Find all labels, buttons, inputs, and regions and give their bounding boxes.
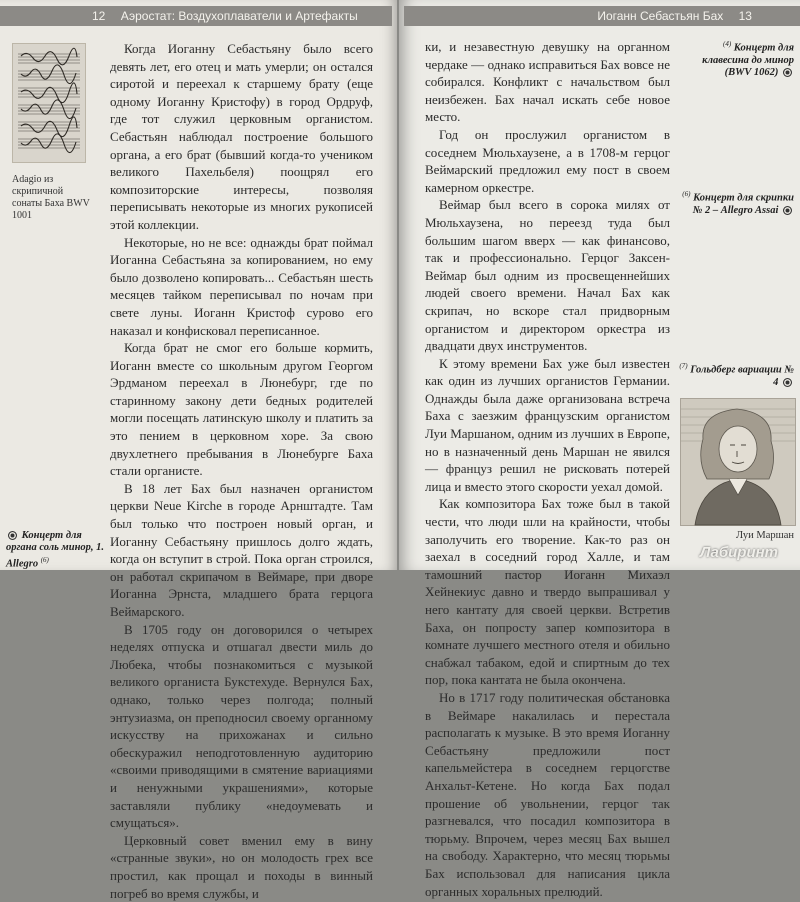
paragraph: Но в 1717 году политическая обстановка в Веймаре накалилась и перестала располагать к музыке. В это время Иоганну Себастьяну предложили пост капельмейстера в соседнем герцогстве Анхальт-Кетене. Но когда Бах подал прошение об увольнении, герцог так разгневался, что посадил композитора в тюрьму. Впрочем, через месяц Бах вышел на свободу. Характерно, что месяц тюрьмы Бах использовал для написания цикла органных хоральных прелюдий.: [425, 689, 670, 899]
paragraph: Церковный совет вменил ему в вину «странные звуки», но он молодость грех все простил, как прощал и походы в винный погреб во время службы, и: [110, 832, 373, 901]
paragraph: В 1705 году он договорился о четырех неделях отпуска и отшагал двести миль до Любека, чтобы познакомиться с музыкой великого органиста Букстехуде. Вернулся Бах, однако, только через полгода; полный энтузиазма, он преподносил своему органному искусству на прихожанах и сильно обескуражил неподготовленную аудиторию «своими приводящими в смятение вариациями и ненужными украшениями», которые заставляли публику «недоумевать и смущаться».: [110, 621, 373, 831]
audio-disc-icon: [783, 378, 792, 387]
portrait-caption: Луи Маршан: [736, 530, 794, 541]
left-body-text: [110, 40, 373, 902]
paragraph: Когда брат не смог его больше кормить, Иоганн вместе со школьным другом Георгом Эрдманом переехал в Люнебург, где по старинному закону дети бедных родителей могли посещать латинскую школу и платить за это пением в церковном хоре. За свою двухлетнего пребывания в Люнебурге Баха стали органисте.: [110, 340, 373, 479]
note-text: Гольдберг вариации № 4: [690, 364, 794, 388]
note-number: (4): [722, 40, 732, 48]
note-text: Концерт для органа соль минор, 1. Allegro: [6, 530, 105, 570]
paragraph: Когда Иоганну Себастьяну было всего девять лет, его отец и мать умерли; он остался сиротой и переехал к старшему брату (еще одному Иоганну Кристофу) в город Ордруф, где тот служил церковным органистом. Себастьян наблюдал построение большого органа, а его брат (бывший когда-то учеником великого Пахельбеля) поощрял его композиторские интересы, позволяя переписывать некоторые из многих рукописей этой коллекции.: [110, 41, 373, 232]
paragraph: Некоторые, но не все: однажды брат поймал Иоганна Себастьяна за копированием, но ему было дозволено копировать... Себастьян шесть месяцев тайком переписывал по ночам при свете луны. Иоганн Кристоф сурово его наказал и конфисковал переписанное.: [110, 234, 373, 338]
louis-marchand-portrait: [680, 398, 796, 526]
paragraph: Год он прослужил органистом в соседнем Мюльхаузене, а в 1708-м герцог Веймарский предложил ему пост в своем камерном оркестре.: [425, 126, 670, 195]
caption-line-2: сонаты Баха BWV 1001: [12, 198, 90, 221]
manuscript-staves-graphic: [13, 44, 85, 162]
paragraph: К этому времени Бах уже был известен как один из лучших органистов Германии. Однажды была даже организована встреча Баха с заезжим французским органистом Луи Маршаном, одним из лучших в Европе, но в назначенный день Маршан не явился — француз решил не рисковать потерей лица и вместо этого скорости уехал домой.: [425, 355, 670, 494]
marginal-note-right-2: [676, 188, 794, 217]
portrait-engraving-graphic: [681, 399, 795, 525]
left-header-title: Аэростат: Воздухоплаватели и Артефакты: [120, 9, 358, 23]
note-text: Концерт для скрипки № 2 – Allegro Assai: [692, 192, 794, 216]
paragraph: Как композитора Бах тоже был в такой чести, что люди шли на крайности, чтобы заполучить его творение. Как-то раз он заехал в соседний город Халле, и там тамошний пастор Иоганн Михаэл Хейнекиус давно и твердо выпрашивал у него кантату для своей церкви. Встретив Баха, он попросту запер композитора в комнате лучшего местного отеля и обильно снабжал табаком, едой и спиртным до тех пор, пока кантата не была окончена.: [425, 496, 670, 688]
marginal-note-left: [6, 530, 106, 571]
caption-line-1: Adagio из скрипичной: [12, 174, 64, 197]
right-body-text: [425, 38, 670, 900]
note-text: Концерт для клавесина до минор (BWV 1062): [702, 42, 794, 78]
marginal-note-right-1: [676, 38, 794, 79]
left-page: [0, 0, 397, 901]
audio-disc-icon: [783, 68, 792, 77]
note-number: (7): [679, 362, 688, 370]
right-header-title: Иоганн Себастьян Бах: [597, 9, 724, 23]
sonata-manuscript-image: [12, 43, 86, 163]
audio-disc-icon: [8, 531, 17, 540]
right-page-number: 13: [738, 9, 752, 23]
note-number: (6): [682, 190, 691, 198]
left-header-band: [0, 6, 392, 26]
paragraph: В 18 лет Бах был назначен органистом церкви Neue Kirche в городе Арнштадте. Там был только что построен новый орган, и Иоганну Себастьяну пришлось долго ждать, когда он вступит в строй. Пока орган строился, он работал скрипачом в Веймаре, при дворе Иоганна Эрнста, младшего брата герцога Веймарского.: [110, 480, 373, 619]
paragraph: ки, и незавестную девушку на органном чердаке — однако исправиться Бах вовсе не собирался. Конфликт с начальством был неизбежен. Бах начал искать себе новое место.: [425, 39, 670, 125]
paragraph: Веймар был всего в сорока милях от Мюльхаузена, но переезд туда был большим шагом вверх — как финансово, так и профессионально. Герцог Заксен-Веймар был одним из просвещеннейших людей своего времени. Начал Бах как скрипач, но вскоре стал придворным органистом и директором оркестра из двадцати двух инструментов.: [425, 197, 670, 354]
manuscript-caption: [12, 174, 102, 222]
audio-disc-icon: [783, 206, 792, 215]
marginal-note-right-3: [676, 360, 794, 389]
watermark-logo: Лабиринт: [700, 544, 779, 561]
note-number: (6): [40, 556, 49, 564]
left-page-number: 12: [92, 9, 106, 23]
right-header-band: [404, 6, 800, 26]
